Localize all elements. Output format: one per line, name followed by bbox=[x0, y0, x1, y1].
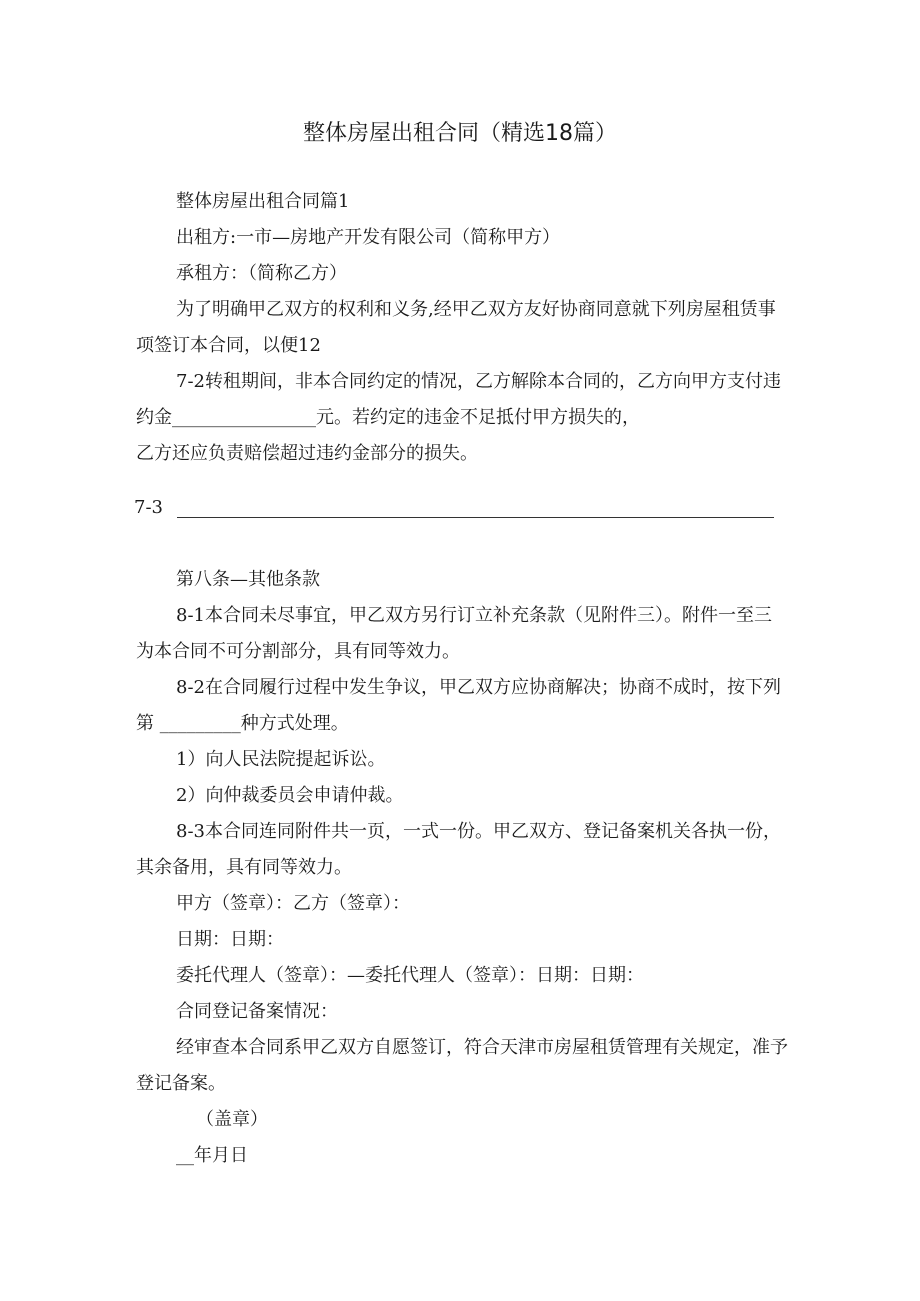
registration-heading: 合同登记备案情况： bbox=[176, 1001, 338, 1022]
seal-label: （盖章） bbox=[196, 1109, 268, 1130]
option-2: 2）向仲裁委员会申请仲裁。 bbox=[176, 785, 404, 806]
clause-8-2: 8-2在合同履行过程中发生争议，甲乙双方应协商解决；协商不成时，按下列第 _________种方式处理。 bbox=[136, 677, 781, 734]
clause-7-3 bbox=[134, 497, 774, 518]
date-blank: __年月日 bbox=[176, 1145, 248, 1166]
lessee-line: 承租方：（简称乙方） bbox=[176, 263, 347, 284]
preamble-paragraph: 为了明确甲乙双方的权利和义务,经甲乙双方友好协商同意就下列房屋租赁事项签订本合同，以便12 bbox=[136, 299, 776, 356]
lessor-line: 出租方:一市—房地产开发有限公司（简称甲方） bbox=[176, 227, 561, 248]
document-title: 整体房屋出租合同（精选18篇） bbox=[303, 121, 617, 146]
date-line: 日期：日期： bbox=[176, 929, 284, 950]
contract-section-2 bbox=[136, 562, 788, 1174]
clause-7-3-number: 7-3 bbox=[134, 497, 163, 518]
section-heading: 整体房屋出租合同篇1 bbox=[176, 191, 350, 212]
agent-signature-line: 委托代理人（签章）：—委托代理人（签章）：日期：日期： bbox=[176, 965, 644, 986]
signature-line: 甲方（签章）：乙方（签章）： bbox=[176, 893, 410, 914]
contract-section-1 bbox=[136, 184, 788, 472]
clause-8-1: 8-1本合同未尽事宜，甲乙双方另行订立补充条款（见附件三）。附件一至三为本合同不可分割部分，具有同等效力。 bbox=[136, 605, 772, 662]
option-1: 1）向人民法院提起诉讼。 bbox=[176, 749, 386, 770]
clause-8-3: 8-3本合同连同附件共一页，一式一份。甲乙双方、登记备案机关各执一份，其余备用，具有同等效力。 bbox=[136, 821, 781, 878]
article-8-heading: 第八条—其他条款 bbox=[176, 569, 320, 590]
registration-approval: 经审查本合同系甲乙双方自愿签订，符合天津市房屋租赁管理有关规定，准予登记备案。 bbox=[136, 1037, 788, 1094]
blank-line bbox=[177, 499, 774, 518]
clause-7-2: 7-2转租期间，非本合同约定的情况，乙方解除本合同的，乙方向甲方支付违约金________________元。若约定的违金不足抵付甲方损失的， bbox=[136, 371, 781, 428]
clause-7-2-continued: 乙方还应负责赔偿超过违约金部分的损失。 bbox=[136, 443, 478, 464]
